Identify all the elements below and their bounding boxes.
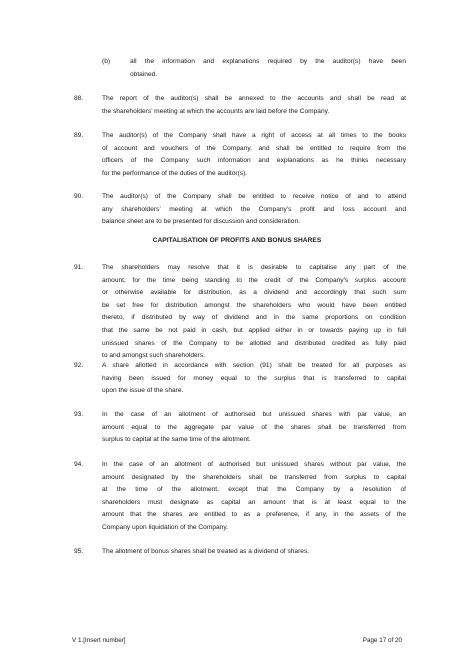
clause-line: shareholders must designate as capital an amount that is at least equal to the bbox=[102, 498, 406, 506]
clause-line: amount, for the time being standing to the credit of the Company’s surplus account bbox=[102, 276, 406, 284]
clause-line: balance sheet are to be presented for discussion and consideration. bbox=[102, 218, 300, 226]
clause-number: 91. bbox=[74, 264, 84, 271]
clause-line: having been issued for money equal to the surplus that is transferred to capital bbox=[102, 374, 406, 382]
footer-page-number: Page 17 of 20 bbox=[362, 637, 402, 644]
clause-92 bbox=[74, 360, 406, 398]
clause-line: at the time of the allotment, except that the Company by a resolution of bbox=[102, 486, 406, 494]
clause-line: upon the issue of the share. bbox=[102, 387, 184, 395]
subclause-label: (b) bbox=[102, 58, 111, 65]
clause-line: the shareholders’ meeting at which the accounts are laid before the Company. bbox=[102, 107, 330, 115]
clause-number: 94. bbox=[74, 461, 84, 468]
clause-line: amount designated by the shareholders shall be transferred from surplus to capital bbox=[102, 473, 406, 481]
clause-line: thereto, if distributed by way of dividend and in the same proportions on condition bbox=[102, 314, 406, 322]
section-heading: CAPITALISATION OF PROFITS AND BONUS SHARES bbox=[152, 237, 322, 244]
subclause-line: all the information and explanations required by the auditor(s) have been bbox=[130, 58, 406, 65]
clause-line: amount equal to the aggregate par value of the shares shall be transferred from bbox=[102, 423, 406, 431]
clause-line: for the performance of the duties of the auditor(s). bbox=[102, 169, 248, 177]
clause-number: 89. bbox=[74, 132, 84, 139]
clause-line: officers of the Company such information and explanations as he thinks necessary bbox=[102, 157, 406, 165]
clause-91 bbox=[74, 262, 406, 363]
clause-number: 90. bbox=[74, 193, 84, 200]
subclause-line: obtained. bbox=[130, 70, 158, 78]
clause-line: unissued shares of the Company to be allotted and distributed credited as fully paid bbox=[102, 339, 406, 347]
clause-line: or otherwise available for distribution, as a dividend and accordingly that such sum bbox=[102, 289, 406, 297]
clause-number: 95. bbox=[74, 548, 84, 555]
clause-line: Company upon liquidation of the Company. bbox=[102, 523, 228, 531]
clause-line: A share allotted in accordance with section (91) shall be treated for all purposes as bbox=[102, 362, 406, 369]
clause-line: In the case of an allotment of authorised but unissued shares with par value, an bbox=[102, 411, 406, 418]
clause-93 bbox=[74, 409, 406, 447]
clause-line: The shareholders may resolve that it is desirable to capitalise any part of the bbox=[102, 264, 406, 271]
clause-line: any shareholders’ meeting at which the Company’s profit and loss account and bbox=[102, 205, 406, 213]
clause-line: to and amongst such shareholders. bbox=[102, 352, 205, 360]
clause-line: amount that the shares are entitled to as a preference, if any, in the assets of the bbox=[102, 511, 406, 519]
clause-95 bbox=[74, 546, 406, 559]
clause-94 bbox=[74, 459, 406, 535]
clause-number: 93. bbox=[74, 411, 84, 418]
clause-line: The report of the auditor(s) shall be annexed to the accounts and shall be read at bbox=[102, 95, 406, 102]
clause-line: be set free for distribution amongst the shareholders who would have been entitled bbox=[102, 301, 406, 309]
clause-line: The auditor(s) of the Company shall be entitled to receive notice of and to attend bbox=[102, 193, 406, 200]
clause-line: surplus to capital at the same time of the allotment. bbox=[102, 436, 251, 444]
subclause-b bbox=[102, 56, 406, 81]
clause-90 bbox=[74, 191, 406, 229]
clause-89 bbox=[74, 130, 406, 180]
clause-number: 88. bbox=[74, 95, 84, 102]
clause-line: In the case of an allotment of authorised but unissued shares without par value, the bbox=[102, 461, 406, 468]
clause-line: that the same be not paid in cash, but applied either in or towards paying up in full bbox=[102, 326, 406, 334]
clause-line: The auditor(s) of the Company shall have a right of access at all times to the books bbox=[102, 132, 406, 139]
footer-version: V 1.[Insert number] bbox=[72, 637, 126, 644]
clause-line: The allotment of bonus shares shall be treated as a dividend of shares. bbox=[102, 548, 310, 555]
clause-88 bbox=[74, 93, 406, 118]
clause-number: 92. bbox=[74, 362, 84, 369]
clause-line: of account and vouchers of the Company, and shall be entitled to require from the bbox=[102, 144, 406, 152]
